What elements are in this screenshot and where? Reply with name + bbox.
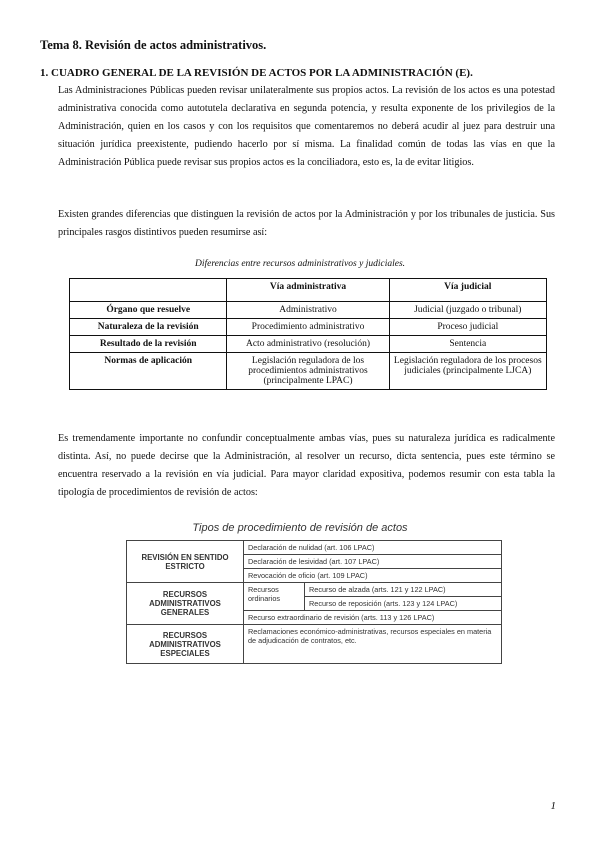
group-revision-estricta: REVISIÓN EN SENTIDO ESTRICTO <box>127 541 244 583</box>
table-header-row <box>70 279 547 302</box>
table-cell: Recurso extraordinario de revisión (arts. 113 y 126 LPAC) <box>244 611 502 625</box>
group-recursos-especiales: RECURSOS ADMINISTRATIVOS ESPECIALES <box>127 625 244 664</box>
table-cell: Declaración de nulidad (art. 106 LPAC) <box>244 541 502 555</box>
row-label: Normas de aplicación <box>70 353 227 390</box>
row-label: Naturaleza de la revisión <box>70 319 227 336</box>
subgroup-recursos-ordinarios: Recursos ordinarios <box>244 583 305 611</box>
table-cell: Recurso de reposición (arts. 123 y 124 LPAC) <box>305 597 502 611</box>
table-cell: Reclamaciones económico-administrativas, recursos especiales en materia de adjudicación de contratos, etc. <box>244 625 502 664</box>
row-label: Órgano que resuelve <box>70 302 227 319</box>
comparison-table <box>69 278 547 390</box>
page-number: 1 <box>550 800 556 812</box>
table-cell: Proceso judicial <box>389 319 546 336</box>
table-cell: Sentencia <box>389 336 546 353</box>
figure-title: Tipos de procedimiento de revisión de actos <box>192 522 408 534</box>
page-title: Tema 8. Revisión de actos administrativos. <box>40 38 267 52</box>
paragraph-differences: Existen grandes diferencias que distinguen la revisión de actos por la Administración y por los tribunales de justicia. Sus principales rasgos distintivos pueden resumirse así: <box>58 209 555 238</box>
row-label: Resultado de la revisión <box>70 336 227 353</box>
table-row <box>70 319 547 336</box>
table-header-judicial: Vía judicial <box>389 279 546 302</box>
table-row <box>70 353 547 390</box>
table-header-admin: Vía administrativa <box>227 279 389 302</box>
table-row <box>70 336 547 353</box>
table-header-empty <box>70 279 227 302</box>
paragraph-intro: Las Administraciones Públicas pueden revisar unilateralmente sus propios actos. La revisión de los actos es una potestad administrativa conocida como autotutela declarativa en segunda potencia, y resulta exponente de los privilegios de la Administración, quien en los casos y con los requisitos que comentaremos no deberá acudir al juez para destruir una situación jurídica preexistente, pudiendo hacerlo por sí misma. La finalidad común de todas las vías en que la Administración Pública puede revisar sus propios actos es la conciliadora, esto es, la de evitar litigios. <box>58 85 555 168</box>
table-cell: Judicial (juzgado o tribunal) <box>389 302 546 319</box>
table-row <box>70 302 547 319</box>
table-row <box>127 583 502 597</box>
table-cell: Administrativo <box>227 302 389 319</box>
table-cell: Declaración de lesividad (art. 107 LPAC) <box>244 555 502 569</box>
table-cell: Acto administrativo (resolución) <box>227 336 389 353</box>
table-cell: Recurso de alzada (arts. 121 y 122 LPAC) <box>305 583 502 597</box>
table-row <box>127 541 502 555</box>
paragraph-nature: Es tremendamente importante no confundir conceptualmente ambas vías, pues su naturaleza jurídica es radicalmente distinta. Así, no puede decirse que la Administración, al resolver un recurso, dicta sentencia, pues este término se encuentra reservado a la revisión en vía judicial. Para mayor claridad expositiva, podemos resumir con esta tabla la tipología de procedimientos de revisión de actos: <box>58 433 555 498</box>
procedure-types-table <box>126 540 502 664</box>
section-heading: 1. CUADRO GENERAL DE LA REVISIÓN DE ACTOS POR LA ADMINISTRACIÓN (E). <box>40 67 473 79</box>
table-cell: Procedimiento administrativo <box>227 319 389 336</box>
table-row <box>127 625 502 664</box>
table-caption: Diferencias entre recursos administrativos y judiciales. <box>194 259 406 269</box>
table-cell: Revocación de oficio (art. 109 LPAC) <box>244 569 502 583</box>
table-cell: Legislación reguladora de los procesos judiciales (principalmente LJCA) <box>389 353 546 390</box>
table-cell: Legislación reguladora de los procedimientos administrativos (principalmente LPAC) <box>227 353 389 390</box>
group-recursos-generales: RECURSOS ADMINISTRATIVOS GENERALES <box>127 583 244 625</box>
